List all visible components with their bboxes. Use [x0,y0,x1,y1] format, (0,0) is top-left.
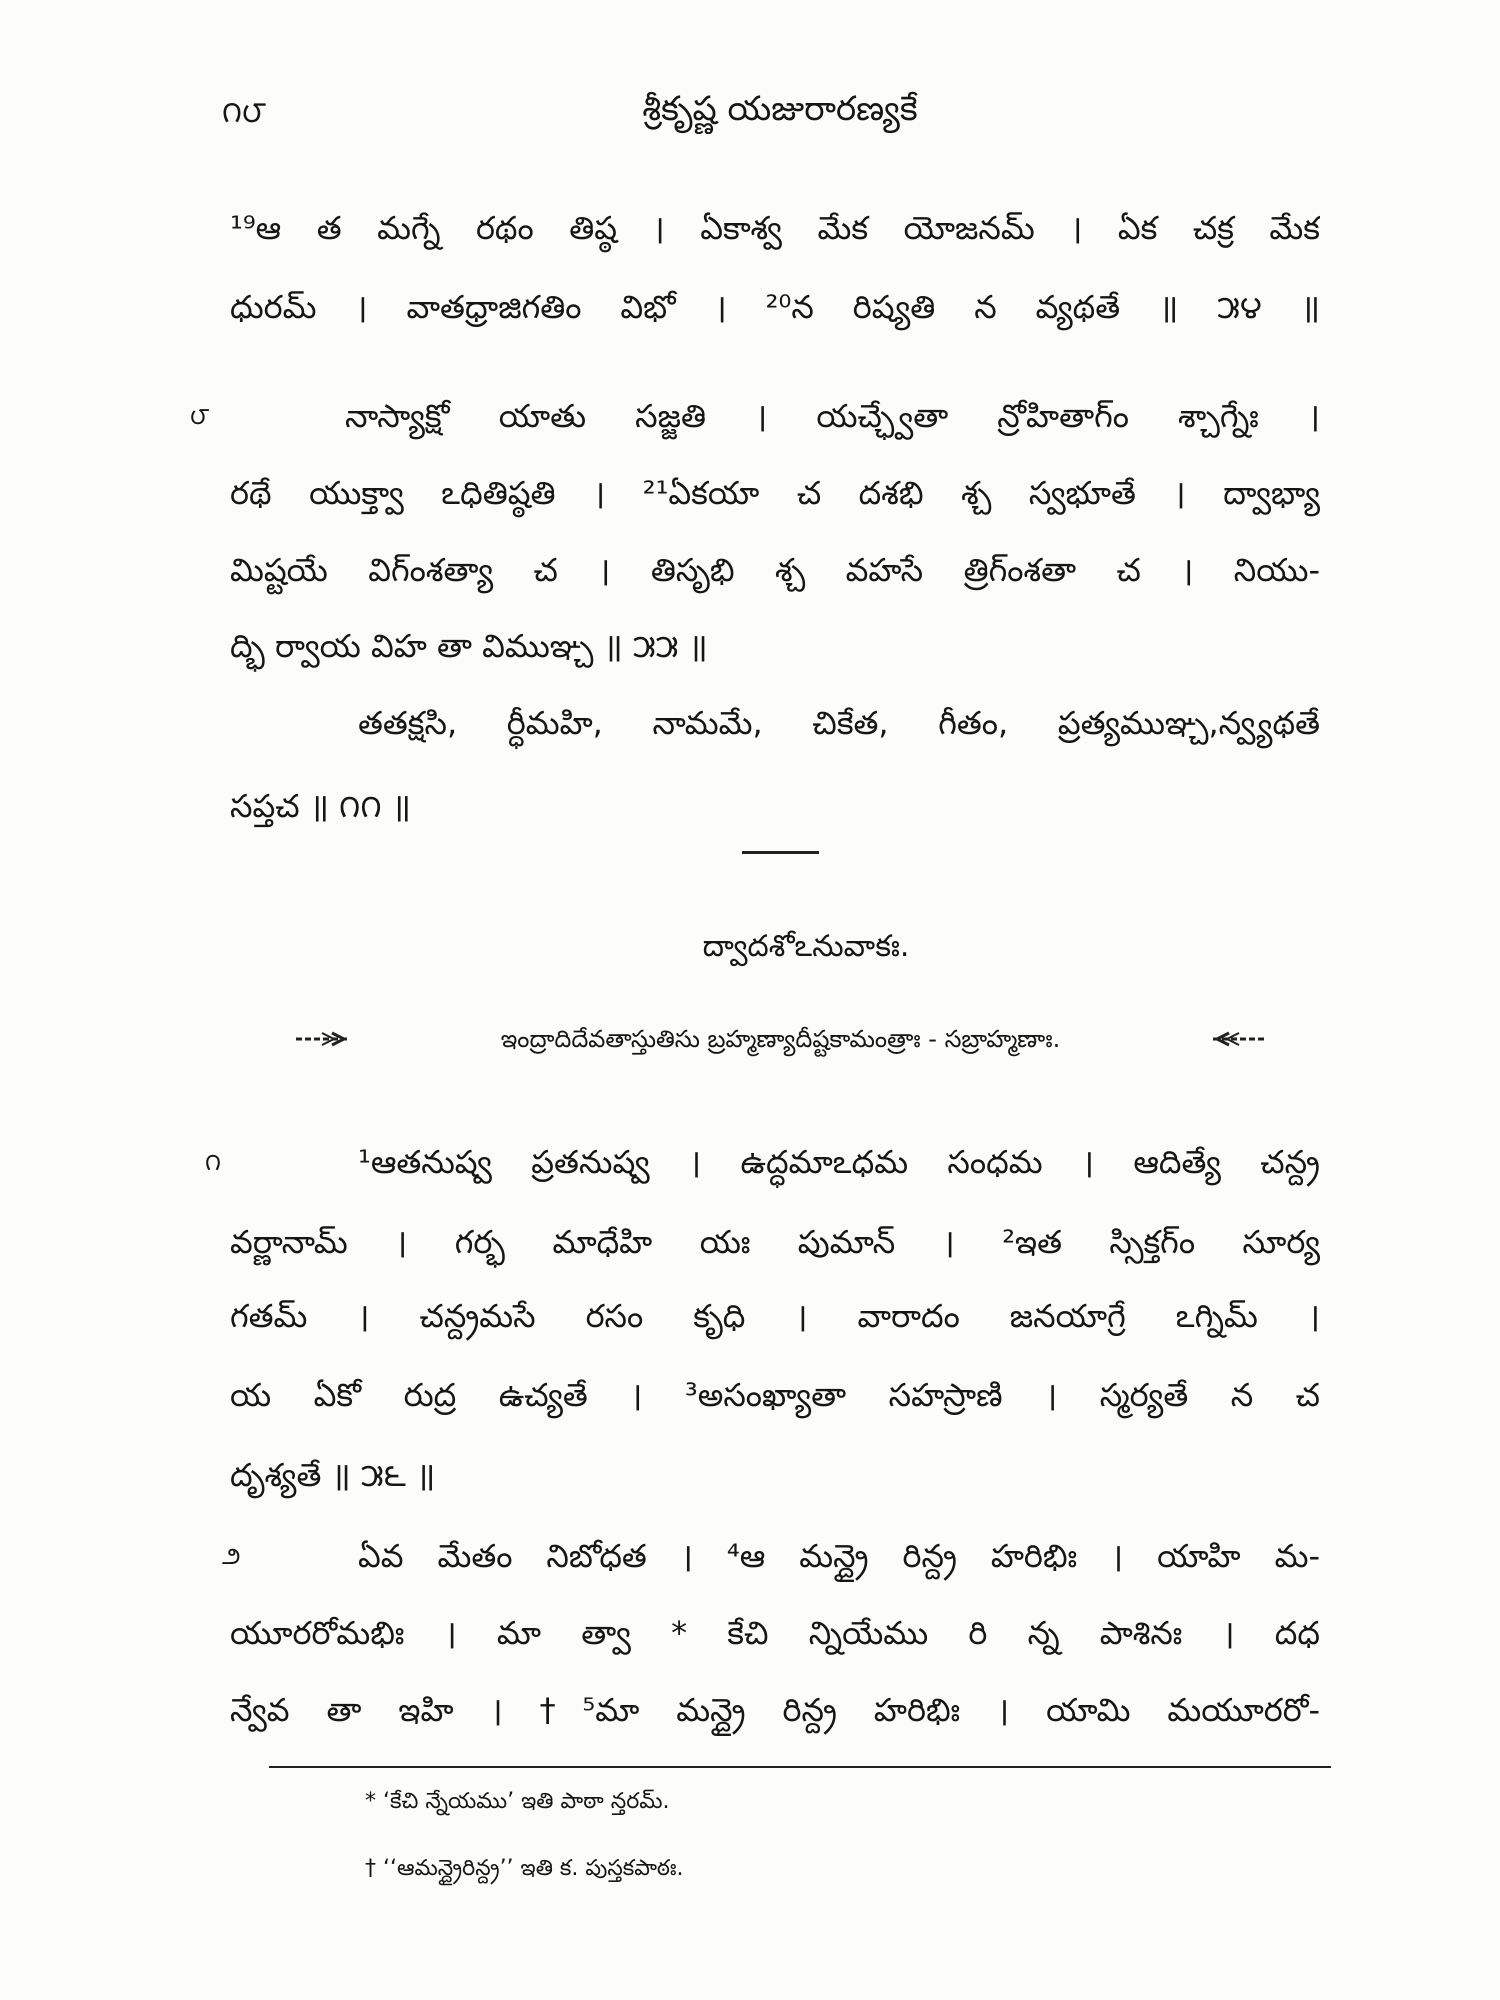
ornament-arrow-right-icon [1207,1029,1267,1049]
text-line: నాస్యాక్షో యాతు సజ్జతి । యచ్ఛ్వేతా న్రోహితాగ్ం శ్చాగ్నేః । [345,397,1320,435]
text-line: ద్భి ర్వాయ విహ తా విముఞ్చ ॥ ౫౫ ॥ [230,627,708,665]
margin-mark: ౮ [190,402,210,430]
margin-mark: ౧ [205,1148,221,1176]
text-line: దృశ్యతే ॥ ౫౬ ॥ [230,1456,436,1494]
subheading-text: ఇంద్రాదిదేవతాస్తుతిసు బ్రహ్మణ్యాదీష్టకామంత్రాః - సబ్రాహ్మణాః. [500,1025,1061,1053]
footnote: † ‘‘ఆమన్ద్రైరిన్ద్ర’’ ఇతి క. పుస్తకపాఠః. [365,1856,684,1881]
text-line: ¹⁹ఆ త మగ్నే రథం తిష్ఠ । ఏకాశ్వ మేక యోజనమ్ । ఏక చక్ర మేక [230,209,1320,247]
section-heading: ద్వాదశోఽనువాకః. [702,929,910,964]
footnote: * ‘కేచి న్నేయము’ ఇతి పాఠా న్తరమ్. [365,1789,670,1814]
running-title: శ్రీకృష్ణ యజురారణ్యకే [642,89,918,129]
section-divider [742,851,819,854]
section-subheading [294,1019,1267,1059]
text-line: మిష్టయే విగ్ంశత్యా చ । తిసృభి శ్చ వహసే త్రిగ్ంశతా చ । నియు- [230,551,1320,589]
footnote-rule [269,1766,1331,1768]
margin-mark: ౨ [222,1542,241,1570]
text-line: రథే యుక్త్వా ఽధితిష్ఠతి । ²¹ఏకయా చ దశభి శ్చ స్వభూతే । ద్వాభ్యా [230,474,1320,512]
text-line: వర్ణానామ్ । గర్భ మాధేహి యః పుమాన్ । ²ఇత స్సిక్తగ్ం సూర్య [230,1223,1320,1261]
text-line: సప్తచ ॥ ౧౧ ॥ [230,787,411,825]
text-line: యూరరోమభిః । మా త్వా * కేచి న్నియేము రి న్న పాశినః । దధ [230,1614,1320,1652]
text-line: ధురమ్ । వాతధ్రాజిగతిం విభో । ²⁰న రిష్యతి న వ్యథతే ॥ ౫౪ ॥ [230,288,1320,326]
ornament-arrow-left-icon [294,1029,354,1049]
text-line: ఏవ మేతం నిబోధత । ⁴ఆ మన్ద్రై రిన్ద్ర హరిభిః । యాహి మ- [358,1537,1320,1575]
text-line: న్వేవ తా ఇహి । †⁵మా మన్ద్రై రిన్ద్ర హరిభిః । యామి మయూరరో- [230,1691,1320,1729]
text-line: తతక్షసి, ర్ధీమహి, నామమే, చికేత, గీతం, ప్రత్యముఞ్చ,న్వ్యథతే [358,704,1320,742]
text-line: గతమ్ । చన్ద్రమసే రసం కృధి । వారాదం జనయాగ్రే ఽగ్నిమ్ । [230,1297,1320,1335]
text-line: య ఏకో రుద్ర ఉచ్యతే । ³అసంఖ్యాతా సహస్రాణి । స్మర్యతే న చ [230,1376,1320,1414]
text-line: ¹ఆతనుష్వ ప్రతనుష్వ । ఉద్ధమాఽధమ సంధమ । ఆదిత్యే చన్ద్ర [358,1143,1320,1181]
page-number: ౧౮ [222,95,267,130]
